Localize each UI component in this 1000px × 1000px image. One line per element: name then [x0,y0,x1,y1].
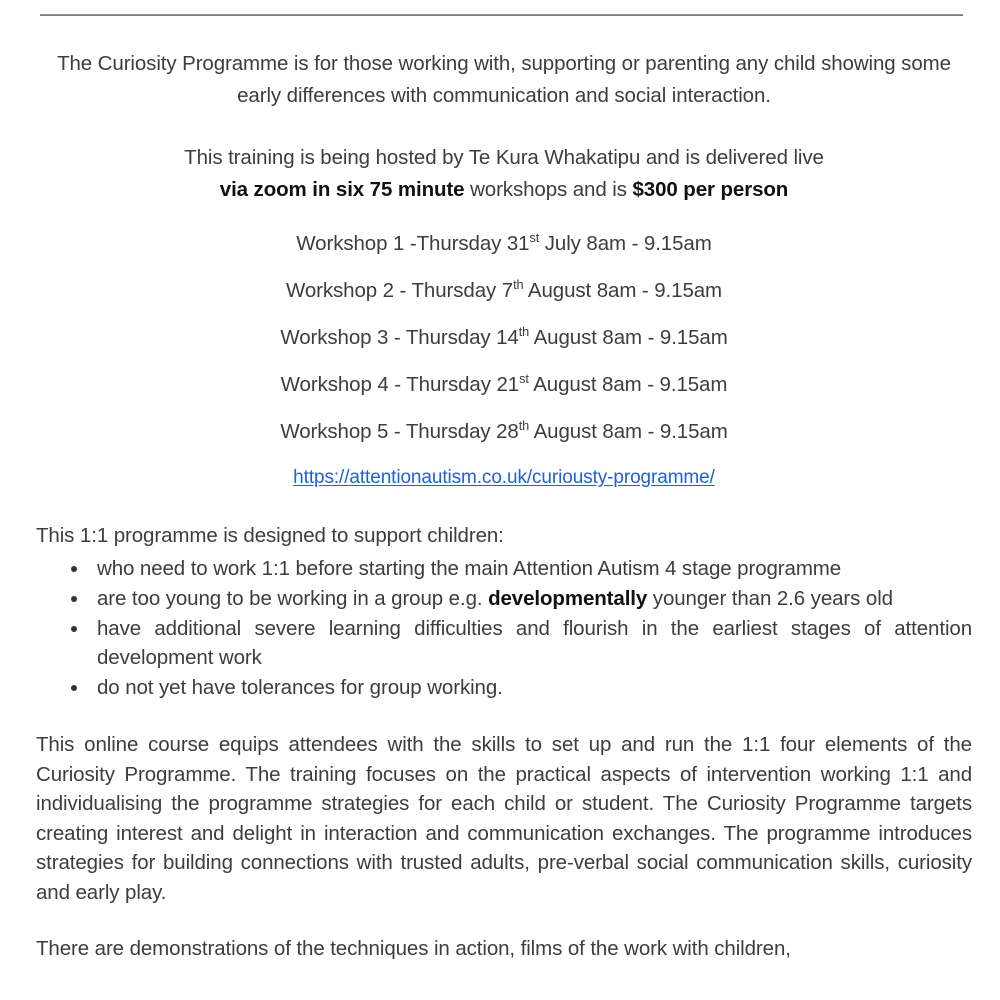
workshop-4-prefix: Workshop 4 - Thursday 21 [280,373,520,396]
bullet-dot-icon [71,596,77,602]
programme-lead-text: This 1:1 programme is designed to support children: [36,524,504,547]
workshop-3-suffix: August 8am - 9.15am [529,326,728,349]
hosting-line-1: This training is being hosted by Te Kura Whakatipu and is delivered live [184,146,824,169]
workshop-5-ordinal: th [518,418,530,434]
workshop-4-suffix: August 8am - 9.15am [528,373,728,396]
workshop-2-ordinal: th [513,277,524,293]
header-divider [40,14,963,16]
bullet-text-4: do not yet have tolerances for group working. [97,676,503,699]
bullet-dot-icon [71,685,77,691]
curiosity-programme-link[interactable]: https://attentionautism.co.uk/curiousty-programme/ [293,467,715,488]
bullet-dot-icon [71,566,77,572]
hosting-bold-price: $300 per person [632,178,789,201]
bullet-text-2-after: younger than 2.6 years old [647,587,893,610]
hosting-paragraph [64,142,944,206]
link-row [36,467,972,489]
workshop-2-suffix: August 8am - 9.15am [523,279,723,302]
workshop-item-2 [36,279,972,303]
workshop-item-1 [36,232,972,256]
bullet-text-1: who need to work 1:1 before starting the main Attention Autism 4 stage programme [97,557,842,580]
workshop-2-prefix: Workshop 2 - Thursday 7 [285,279,514,302]
workshop-3-prefix: Workshop 3 - Thursday 14 [280,326,519,349]
document-content [36,48,972,964]
bullet-text-2-emphasis: developmentally [488,587,648,610]
workshop-5-prefix: Workshop 5 - Thursday 28 [280,420,519,443]
bullet-text-2-before: are too young to be working in a group e.g. [97,587,489,610]
workshop-1-suffix: July 8am - 9.15am [539,232,712,255]
workshop-schedule-list [36,232,972,444]
demonstrations-paragraph: There are demonstrations of the techniques in action, films of the work with children, [36,937,791,960]
workshop-1-ordinal: st [529,230,540,246]
workshop-4-ordinal: st [519,371,529,387]
list-item [36,584,972,613]
workshop-5-suffix: August 8am - 9.15am [529,420,728,443]
list-item [36,554,972,583]
intro-paragraph: The Curiosity Programme is for those working with, supporting or parenting any child showing some early differences with communication and social interaction. [57,52,951,107]
bullet-text-3: have additional severe learning difficulties and flourish in the earliest stages of attention development work [97,617,972,669]
workshop-item-5 [36,420,972,444]
workshop-1-prefix: Workshop 1 -Thursday 31 [296,232,530,255]
programme-criteria-list [36,554,972,702]
bullet-dot-icon [71,626,77,632]
course-description-paragraph: This online course equips attendees with the skills to set up and run the 1:1 four elements of the Curiosity Programme. The training focuses on the practical aspects of intervention working 1:1 and individualising the programme strategies for each child or student. The Curiosity Programme targets creating interest and delight in interaction and communication exchanges. The programme introduces strategies for building connections with trusted adults, pre-verbal social communication skills, curiosity and early play. [36,733,972,904]
list-item [36,673,972,702]
workshop-item-4 [36,373,972,397]
hosting-line-2-middle: workshops and is [464,178,633,201]
workshop-3-ordinal: th [518,324,530,340]
list-item [36,614,972,672]
hosting-bold-format: via zoom in six 75 minute [219,178,465,201]
workshop-item-3 [36,326,972,350]
